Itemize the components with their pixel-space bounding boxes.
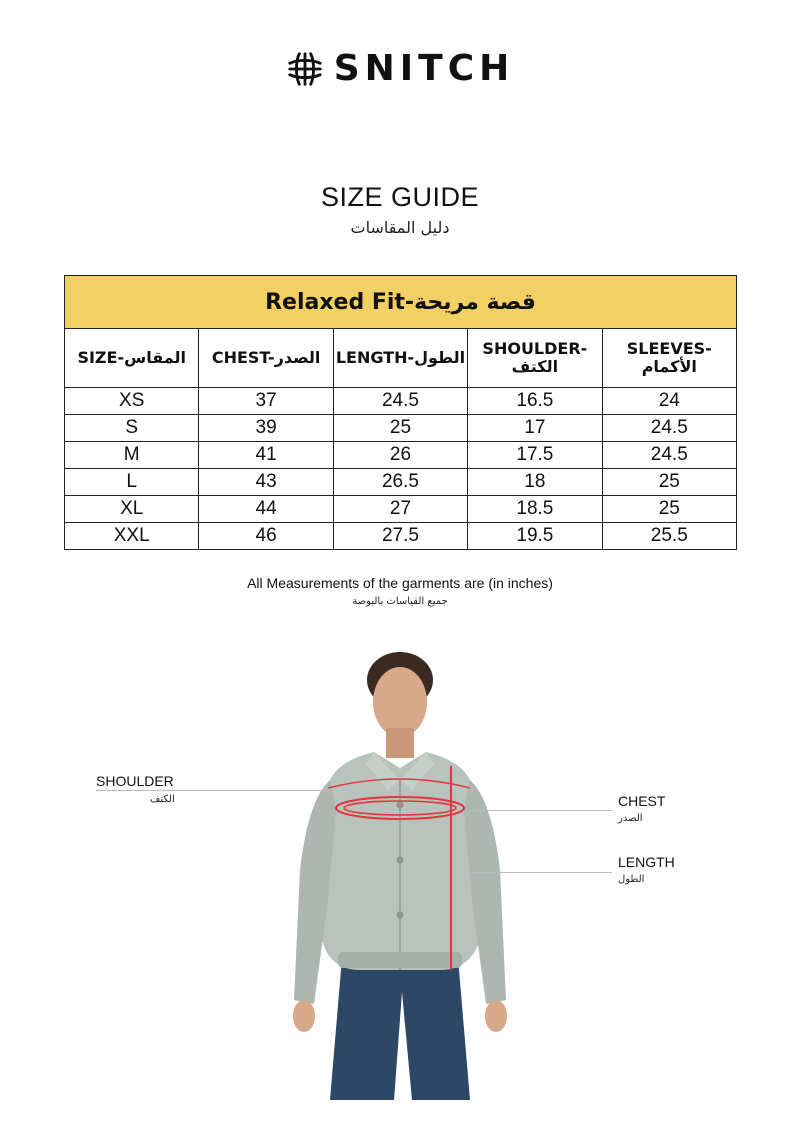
cell-chest: 37 bbox=[199, 388, 333, 415]
table-row bbox=[65, 388, 737, 415]
cell-chest: 46 bbox=[199, 523, 333, 550]
brand-name: SNITCH bbox=[333, 48, 515, 89]
shoulder-guide-line bbox=[96, 790, 322, 791]
length-label-arabic: الطول bbox=[618, 874, 645, 885]
table-row bbox=[65, 496, 737, 523]
hash-grid-icon bbox=[286, 50, 324, 88]
cell-sleeves: 25.5 bbox=[602, 523, 736, 550]
page-title-arabic: دليل المقاسات bbox=[350, 218, 450, 237]
cell-length: 24.5 bbox=[333, 388, 467, 415]
cell-length: 26.5 bbox=[333, 469, 467, 496]
cell-chest: 43 bbox=[199, 469, 333, 496]
cell-size: XL bbox=[65, 496, 199, 523]
shoulder-label: SHOULDER bbox=[96, 773, 174, 789]
chest-label: CHEST bbox=[618, 793, 666, 809]
measurement-note: All Measurements of the garments are (in inches) bbox=[247, 575, 553, 591]
cell-shoulder: 16.5 bbox=[468, 388, 602, 415]
cell-chest: 41 bbox=[199, 442, 333, 469]
page-title: SIZE GUIDE bbox=[320, 182, 480, 212]
cell-chest: 44 bbox=[199, 496, 333, 523]
cell-sleeves: 25 bbox=[602, 496, 736, 523]
cell-shoulder: 18.5 bbox=[468, 496, 602, 523]
cell-shoulder: 19.5 bbox=[468, 523, 602, 550]
cell-length: 27.5 bbox=[333, 523, 467, 550]
size-table bbox=[64, 275, 737, 550]
cell-size: M bbox=[65, 442, 199, 469]
model-illustration bbox=[270, 640, 530, 1100]
cell-size: L bbox=[65, 469, 199, 496]
cell-sleeves: 24.5 bbox=[602, 415, 736, 442]
cell-size: S bbox=[65, 415, 199, 442]
cell-size: XXL bbox=[65, 523, 199, 550]
fit-banner bbox=[65, 276, 737, 329]
length-label: LENGTH bbox=[618, 854, 675, 870]
table-row bbox=[65, 523, 737, 550]
cell-sleeves: 25 bbox=[602, 469, 736, 496]
header-chest: CHEST-الصدر bbox=[199, 329, 333, 388]
cell-sleeves: 24.5 bbox=[602, 442, 736, 469]
header-length: LENGTH-الطول bbox=[333, 329, 467, 388]
cell-chest: 39 bbox=[199, 415, 333, 442]
table-row bbox=[65, 442, 737, 469]
chest-label-arabic: الصدر bbox=[618, 813, 643, 824]
measurement-note-arabic: جميع القياسات بالبوصة bbox=[352, 596, 448, 607]
cell-length: 26 bbox=[333, 442, 467, 469]
cell-shoulder: 18 bbox=[468, 469, 602, 496]
length-guide-line bbox=[470, 872, 612, 873]
chest-guide-line bbox=[470, 810, 612, 811]
header-sleeves: SLEEVES- الأكمام bbox=[602, 329, 736, 388]
cell-shoulder: 17.5 bbox=[468, 442, 602, 469]
cell-length: 27 bbox=[333, 496, 467, 523]
table-row bbox=[65, 469, 737, 496]
cell-shoulder: 17 bbox=[468, 415, 602, 442]
cell-sleeves: 24 bbox=[602, 388, 736, 415]
fit-label: Relaxed Fit-قصة مريحة bbox=[265, 289, 536, 315]
table-header-row bbox=[65, 329, 737, 388]
cell-size: XS bbox=[65, 388, 199, 415]
table-row bbox=[65, 415, 737, 442]
brand-logo bbox=[0, 48, 800, 89]
header-shoulder: SHOULDER- الكتف bbox=[468, 329, 602, 388]
shoulder-label-arabic: الكتف bbox=[150, 794, 175, 805]
cell-length: 25 bbox=[333, 415, 467, 442]
header-size: SIZE-المقاس bbox=[65, 329, 199, 388]
